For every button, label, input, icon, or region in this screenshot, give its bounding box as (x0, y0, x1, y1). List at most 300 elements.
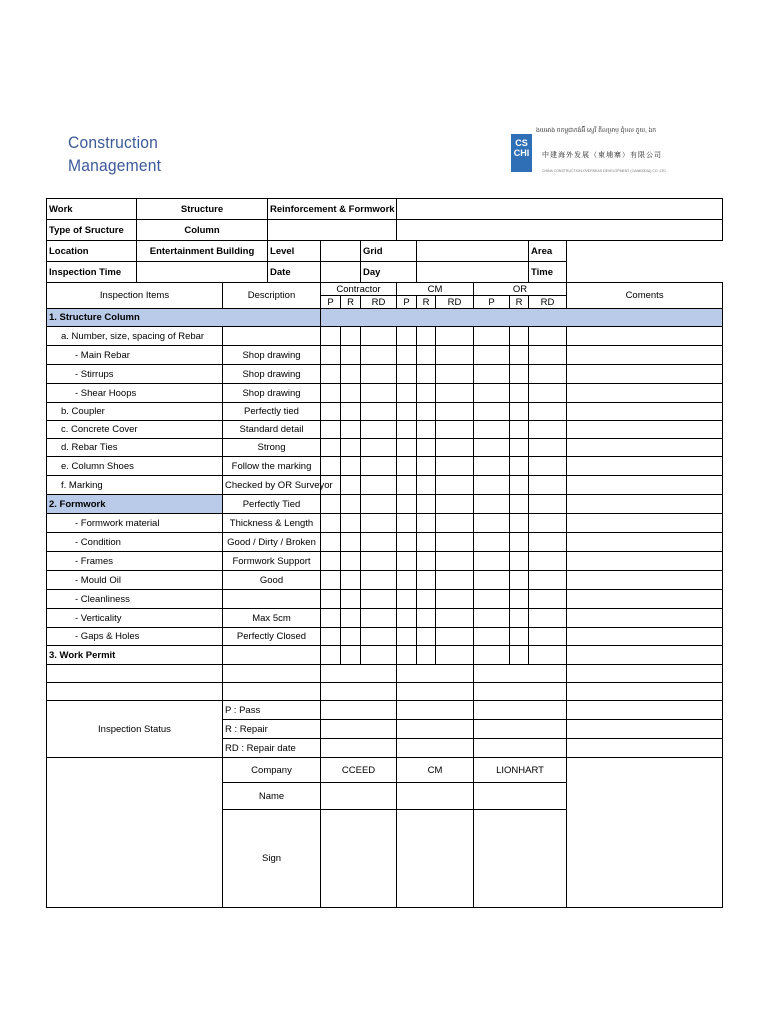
check-cell[interactable] (436, 609, 474, 628)
check-cell[interactable] (417, 533, 436, 552)
list-item (47, 628, 723, 646)
cm-p: P (397, 296, 417, 309)
status-pass: P : Pass (223, 701, 321, 720)
blank-cell[interactable] (47, 683, 223, 701)
check-cell[interactable] (510, 457, 529, 476)
check-cell[interactable] (510, 384, 529, 403)
check-cell[interactable] (436, 346, 474, 365)
blank-cell[interactable] (321, 683, 397, 701)
check-cell[interactable] (474, 514, 510, 533)
check-cell[interactable] (529, 457, 567, 476)
comment-cell[interactable] (567, 403, 723, 421)
check-cell[interactable] (510, 514, 529, 533)
comment-cell[interactable] (567, 590, 723, 609)
blank-cell[interactable] (397, 665, 474, 683)
check-cell[interactable] (510, 533, 529, 552)
document-title (68, 131, 169, 177)
inspection-status-label: Inspection Status (47, 701, 223, 758)
check-cell[interactable] (341, 365, 361, 384)
inspection-time-value[interactable] (137, 262, 268, 283)
contractor-p: P (321, 296, 341, 309)
check-cell[interactable] (510, 327, 529, 346)
level-label: Level (268, 241, 321, 262)
check-cell[interactable] (361, 571, 397, 590)
check-cell[interactable] (397, 365, 417, 384)
list-item (47, 609, 723, 628)
check-cell[interactable] (321, 346, 341, 365)
check-cell[interactable] (321, 646, 341, 665)
check-cell[interactable] (361, 403, 397, 421)
check-cell[interactable] (341, 327, 361, 346)
check-cell[interactable] (397, 628, 417, 646)
check-cell[interactable] (474, 346, 510, 365)
level-value[interactable] (321, 241, 361, 262)
check-cell[interactable] (321, 609, 341, 628)
section-2-label (47, 495, 223, 514)
check-cell[interactable] (529, 552, 567, 571)
status-cell[interactable] (397, 739, 474, 758)
check-cell[interactable] (321, 439, 341, 457)
check-cell[interactable] (436, 514, 474, 533)
check-cell[interactable] (397, 346, 417, 365)
check-cell[interactable] (436, 495, 474, 514)
item-description: Shop drawing (223, 365, 321, 384)
check-cell[interactable] (417, 439, 436, 457)
check-cell[interactable] (510, 495, 529, 514)
inspection-time-label: Inspection Time (47, 262, 137, 283)
check-cell[interactable] (529, 384, 567, 403)
check-cell[interactable] (397, 439, 417, 457)
check-cell[interactable] (361, 346, 397, 365)
check-cell[interactable] (417, 403, 436, 421)
item-description: Shop drawing (223, 384, 321, 403)
check-cell[interactable] (474, 439, 510, 457)
status-cell[interactable] (321, 701, 397, 720)
check-cell[interactable] (529, 403, 567, 421)
status-cell[interactable] (474, 739, 567, 758)
cm-rd: RD (436, 296, 474, 309)
check-cell[interactable] (341, 552, 361, 571)
check-cell[interactable] (474, 590, 510, 609)
name-field[interactable] (397, 783, 474, 810)
check-cell[interactable] (529, 495, 567, 514)
check-cell[interactable] (510, 646, 529, 665)
logo-text-chinese: 中建海外发展（柬埔寨）有限公司 (542, 152, 662, 159)
location-label: Location (47, 241, 137, 262)
section-1-text: 1. Structure Column (49, 312, 140, 323)
section-work-permit (47, 646, 723, 665)
comment-cell[interactable] (567, 495, 723, 514)
check-cell[interactable] (474, 457, 510, 476)
sign-field[interactable] (474, 810, 567, 908)
check-cell[interactable] (361, 646, 397, 665)
item-description: Perfectly Tied (223, 495, 321, 514)
check-cell[interactable] (321, 327, 341, 346)
check-cell[interactable] (397, 514, 417, 533)
work-structure: Structure (137, 199, 268, 220)
check-cell[interactable] (436, 403, 474, 421)
check-cell[interactable] (474, 476, 510, 495)
comment-cell[interactable] (567, 646, 723, 665)
check-cell[interactable] (474, 384, 510, 403)
list-item (47, 571, 723, 590)
check-cell[interactable] (397, 403, 417, 421)
grid-value[interactable] (417, 241, 529, 262)
item-label: - Main Rebar (47, 346, 223, 365)
check-cell[interactable] (341, 403, 361, 421)
list-item (47, 439, 723, 457)
check-cell[interactable] (510, 628, 529, 646)
blank-cell[interactable] (567, 683, 723, 701)
check-cell[interactable] (474, 327, 510, 346)
comment-cell[interactable] (567, 365, 723, 384)
check-cell[interactable] (321, 421, 341, 439)
list-item (47, 533, 723, 552)
list-item (47, 552, 723, 571)
sign-field[interactable] (397, 810, 474, 908)
blank-row (47, 683, 723, 701)
check-cell[interactable] (341, 476, 361, 495)
item-description: Follow the marking (223, 457, 321, 476)
inspection-form (46, 198, 722, 911)
check-cell[interactable] (361, 365, 397, 384)
check-cell[interactable] (397, 384, 417, 403)
grid-label: Grid (361, 241, 417, 262)
location-value: Entertainment Building (137, 241, 268, 262)
check-cell[interactable] (341, 346, 361, 365)
item-label: - Shear Hoops (47, 384, 223, 403)
signoff-comments[interactable] (567, 758, 723, 908)
name-label: Name (223, 783, 321, 810)
comment-cell[interactable] (567, 609, 723, 628)
check-cell[interactable] (361, 457, 397, 476)
comment-cell[interactable] (567, 533, 723, 552)
check-cell[interactable] (417, 495, 436, 514)
check-cell[interactable] (529, 646, 567, 665)
title-line-2: Management (68, 156, 162, 175)
check-cell[interactable] (417, 628, 436, 646)
blank-cell[interactable] (321, 665, 397, 683)
check-cell[interactable] (510, 552, 529, 571)
check-cell[interactable] (341, 590, 361, 609)
col-description: Description (223, 283, 321, 309)
status-cell[interactable] (567, 720, 723, 739)
check-cell[interactable] (341, 533, 361, 552)
status-cell[interactable] (321, 739, 397, 758)
section-3-label (47, 646, 223, 665)
blank-cell[interactable] (474, 665, 567, 683)
check-cell[interactable] (510, 403, 529, 421)
check-cell[interactable] (361, 384, 397, 403)
check-cell[interactable] (361, 552, 397, 571)
name-field[interactable] (321, 783, 397, 810)
check-cell[interactable] (474, 571, 510, 590)
check-cell[interactable] (417, 327, 436, 346)
check-cell[interactable] (361, 533, 397, 552)
or-p: P (474, 296, 510, 309)
check-cell[interactable] (321, 384, 341, 403)
check-cell[interactable] (397, 495, 417, 514)
blank-cell[interactable] (397, 683, 474, 701)
check-cell[interactable] (529, 609, 567, 628)
check-cell[interactable] (361, 495, 397, 514)
check-cell[interactable] (397, 421, 417, 439)
check-cell[interactable] (417, 384, 436, 403)
col-or: OR (474, 283, 567, 296)
status-cell[interactable] (567, 701, 723, 720)
check-cell[interactable] (474, 628, 510, 646)
check-cell[interactable] (321, 533, 341, 552)
check-cell[interactable] (417, 476, 436, 495)
sign-field[interactable] (321, 810, 397, 908)
comment-cell[interactable] (567, 384, 723, 403)
check-cell[interactable] (397, 646, 417, 665)
item-label: d. Rebar Ties (47, 439, 223, 457)
check-cell[interactable] (417, 609, 436, 628)
check-cell[interactable] (417, 346, 436, 365)
check-cell[interactable] (529, 346, 567, 365)
item-description: Perfectly Closed (223, 628, 321, 646)
item-description (223, 327, 321, 346)
check-cell[interactable] (397, 476, 417, 495)
type-value: Column (137, 220, 268, 241)
work-label: Work (47, 199, 137, 220)
check-cell[interactable] (474, 552, 510, 571)
check-cell[interactable] (361, 628, 397, 646)
check-cell[interactable] (397, 327, 417, 346)
comment-cell[interactable] (567, 628, 723, 646)
item-description: Checked by OR Surveyor (223, 476, 321, 495)
day-value[interactable] (417, 262, 529, 283)
check-cell[interactable] (510, 571, 529, 590)
check-cell[interactable] (417, 457, 436, 476)
check-cell[interactable] (397, 457, 417, 476)
comment-cell[interactable] (567, 552, 723, 571)
check-cell[interactable] (474, 365, 510, 384)
check-cell[interactable] (397, 552, 417, 571)
area-label (529, 241, 567, 262)
check-cell[interactable] (474, 403, 510, 421)
item-label: - Gaps & Holes (47, 628, 223, 646)
check-cell[interactable] (436, 421, 474, 439)
status-cell[interactable] (321, 720, 397, 739)
check-cell[interactable] (436, 628, 474, 646)
status-cell[interactable] (474, 720, 567, 739)
item-description: Max 5cm (223, 609, 321, 628)
item-description: Good (223, 571, 321, 590)
check-cell[interactable] (436, 476, 474, 495)
check-cell[interactable] (321, 590, 341, 609)
check-cell[interactable] (417, 590, 436, 609)
section-3-text: 3. Work Permit (49, 649, 116, 661)
check-cell[interactable] (361, 476, 397, 495)
sign-label: Sign (223, 810, 321, 908)
check-cell[interactable] (510, 609, 529, 628)
check-cell[interactable] (436, 590, 474, 609)
check-cell[interactable] (474, 533, 510, 552)
signoff-company-row (47, 758, 723, 783)
comment-cell[interactable] (567, 346, 723, 365)
check-cell[interactable] (529, 571, 567, 590)
check-cell[interactable] (436, 533, 474, 552)
item-description: Good / Dirty / Broken (223, 533, 321, 552)
check-cell[interactable] (361, 514, 397, 533)
check-cell[interactable] (436, 384, 474, 403)
blank-cell[interactable] (47, 665, 223, 683)
item-label: a. Number, size, spacing of Rebar (47, 327, 223, 346)
blank-cell[interactable] (223, 665, 321, 683)
cm-r: R (417, 296, 436, 309)
check-cell[interactable] (529, 327, 567, 346)
check-cell[interactable] (529, 533, 567, 552)
check-cell[interactable] (321, 571, 341, 590)
check-cell[interactable] (529, 590, 567, 609)
check-cell[interactable] (341, 609, 361, 628)
col-inspection-items: Inspection Items (47, 283, 223, 309)
list-item (47, 346, 723, 365)
check-cell[interactable] (474, 421, 510, 439)
check-cell[interactable] (397, 533, 417, 552)
col-contractor: Contractor (321, 283, 397, 296)
logo-mark-icon: CS CHI (511, 134, 532, 172)
check-cell[interactable] (321, 514, 341, 533)
item-description (223, 590, 321, 609)
check-cell[interactable] (321, 403, 341, 421)
check-cell[interactable] (361, 609, 397, 628)
check-cell[interactable] (529, 628, 567, 646)
check-cell[interactable] (529, 421, 567, 439)
item-label: - Formwork material (47, 514, 223, 533)
check-cell[interactable] (321, 365, 341, 384)
section-formwork (47, 495, 723, 514)
comment-cell[interactable] (567, 457, 723, 476)
check-cell[interactable] (529, 514, 567, 533)
check-cell[interactable] (474, 609, 510, 628)
check-cell[interactable] (417, 421, 436, 439)
comment-cell[interactable] (567, 514, 723, 533)
item-label: e. Column Shoes (47, 457, 223, 476)
status-cell[interactable] (567, 739, 723, 758)
check-cell[interactable] (417, 571, 436, 590)
check-cell[interactable] (341, 457, 361, 476)
check-cell[interactable] (436, 365, 474, 384)
company-label: Company (223, 758, 321, 783)
check-cell[interactable] (341, 384, 361, 403)
status-cell[interactable] (397, 720, 474, 739)
list-item (47, 421, 723, 439)
logo-text-khmer: ងយអាង ចកម្ពុជាកង់អ៊ី ស្ទេរី តីលម្រាប្ ជុំបល ភួយ, ឯក (536, 128, 657, 134)
check-cell[interactable] (510, 346, 529, 365)
check-cell[interactable] (321, 457, 341, 476)
check-cell[interactable] (436, 646, 474, 665)
status-repair: R : Repair (223, 720, 321, 739)
check-cell[interactable] (341, 628, 361, 646)
type-value-cell[interactable] (397, 220, 723, 241)
list-item (47, 590, 723, 609)
check-cell[interactable] (361, 421, 397, 439)
check-cell[interactable] (341, 571, 361, 590)
status-cell[interactable] (474, 701, 567, 720)
section-structure-column (47, 309, 723, 327)
comment-cell[interactable] (567, 327, 723, 346)
check-cell[interactable] (510, 439, 529, 457)
date-value[interactable] (321, 262, 361, 283)
signoff-blank (47, 758, 223, 908)
check-cell[interactable] (361, 327, 397, 346)
col-coments: Coments (567, 283, 723, 309)
item-description: Thickness & Length (223, 514, 321, 533)
check-cell[interactable] (510, 590, 529, 609)
check-cell[interactable] (529, 476, 567, 495)
blank-cell[interactable] (567, 665, 723, 683)
blank-cell[interactable] (223, 683, 321, 701)
check-cell[interactable] (397, 571, 417, 590)
check-cell[interactable] (321, 552, 341, 571)
check-cell[interactable] (417, 514, 436, 533)
check-cell[interactable] (474, 495, 510, 514)
blank-cell[interactable] (474, 683, 567, 701)
check-cell[interactable] (341, 421, 361, 439)
check-cell[interactable] (397, 590, 417, 609)
check-cell[interactable] (436, 327, 474, 346)
check-cell[interactable] (361, 590, 397, 609)
check-cell[interactable] (510, 421, 529, 439)
row-inspection-time (47, 262, 723, 283)
company-or: LIONHART (474, 758, 567, 783)
check-cell[interactable] (417, 365, 436, 384)
check-cell[interactable] (341, 439, 361, 457)
item-description: Perfectly tied (223, 403, 321, 421)
item-description: Strong (223, 439, 321, 457)
comment-cell[interactable] (567, 421, 723, 439)
check-cell[interactable] (417, 646, 436, 665)
status-repair-date: RD : Repair date (223, 739, 321, 758)
check-cell[interactable] (474, 646, 510, 665)
check-cell[interactable] (321, 628, 341, 646)
check-cell[interactable] (510, 476, 529, 495)
company-logo (510, 126, 666, 178)
or-rd: RD (529, 296, 567, 309)
comment-cell[interactable] (567, 476, 723, 495)
row-location (47, 241, 723, 262)
check-cell[interactable] (417, 552, 436, 571)
check-cell[interactable] (529, 439, 567, 457)
work-value-cell[interactable] (397, 199, 723, 220)
check-cell[interactable] (341, 495, 361, 514)
comment-cell[interactable] (567, 439, 723, 457)
name-field[interactable] (474, 783, 567, 810)
row-work (47, 199, 723, 220)
item-description[interactable] (223, 646, 321, 665)
check-cell[interactable] (321, 495, 341, 514)
comment-cell[interactable] (567, 571, 723, 590)
status-cell[interactable] (397, 701, 474, 720)
item-label: - Frames (47, 552, 223, 571)
check-cell[interactable] (436, 439, 474, 457)
check-cell[interactable] (436, 552, 474, 571)
item-label: - Mould Oil (47, 571, 223, 590)
type-extra-cell[interactable] (268, 220, 397, 241)
check-cell[interactable] (341, 646, 361, 665)
check-cell[interactable] (436, 571, 474, 590)
check-cell[interactable] (436, 457, 474, 476)
check-cell[interactable] (397, 609, 417, 628)
check-cell[interactable] (510, 365, 529, 384)
check-cell[interactable] (341, 514, 361, 533)
check-cell[interactable] (361, 439, 397, 457)
item-label: - Verticality (47, 609, 223, 628)
check-cell[interactable] (529, 365, 567, 384)
